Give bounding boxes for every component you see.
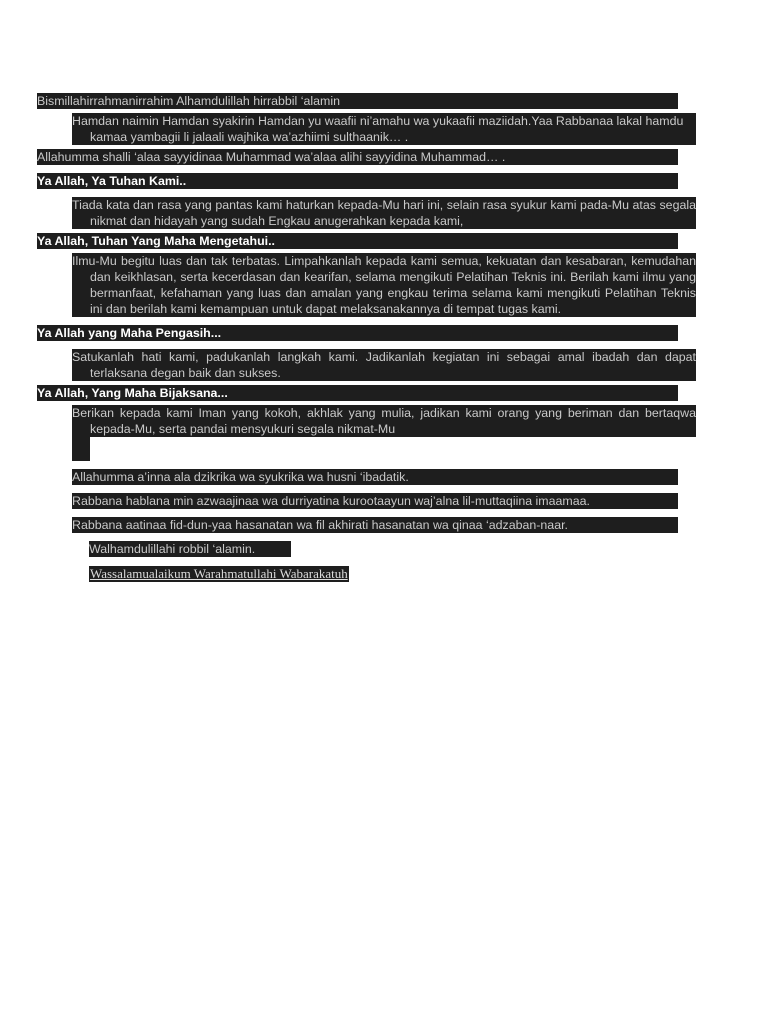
document-body [37, 93, 696, 581]
paragraph-ilmu: Ilmu-Mu begitu luas dan tak terbatas. Limpahkanlah kepada kami semua, kekuatan dan kesabaran, kemudahan dan keikhlasan, serta kecerdasan dan kearifan, selama mengikuti Pelatihan Teknis ini. Berilah kami ilmu yang bermanfaat, kefahaman yang luas dan amalan yang engkau terima selama kami mengikuti Pelatihan Teknis ini dan berilah kami kemampuan untuk dapat melaksanakannya di tempat tugas kami. [72, 254, 696, 316]
paragraph-iman: Berikan kepada kami Iman yang kokoh, akhlak yang mulia, jadikan kami orang yang beriman dan bertaqwa kepada-Mu, serta pandai mensyukuri segala nikmat-Mu [72, 406, 696, 436]
heading-maha-pengasih: Ya Allah yang Maha Pengasih... [37, 325, 678, 341]
opening-line: Bismillahirrahmanirrahim Alhamdulillah hirrabbil ‘alamin [37, 93, 678, 109]
doa-hablana: Rabbana hablana min azwaajinaa wa durriyatina kurootaayun waj’alna lil-muttaqiina imaamaa. [72, 493, 678, 509]
heading-maha-mengetahui: Ya Allah, Tuhan Yang Maha Mengetahui.. [37, 233, 678, 249]
hamdan-paragraph: Hamdan naimin Hamdan syakirin Hamdan yu waafii ni’amahu wa yukaafii maziidah.Yaa Rabbanaa lakal hamdu kamaa yambagii li jalaali wajhika wa’azhiimi sulthaanik… . [72, 113, 696, 145]
paragraph-satukanlah: Satukanlah hati kami, padukanlah langkah kami. Jadikanlah kegiatan ini sebagai amal ibadah dan dapat terlaksana degan baik dan sukses. [72, 350, 696, 380]
blank-spacer [72, 437, 90, 461]
closing-hamdalah: Walhamdulillahi robbil ‘alamin. [89, 541, 291, 557]
paragraph-syukur: Tiada kata dan rasa yang pantas kami haturkan kepada-Mu hari ini, selain rasa syukur kami pada-Mu atas segala nikmat dan hidayah yang sudah Engkau anugerahkan kepada kami, [72, 198, 696, 228]
heading-ya-allah-ya-tuhan-kami: Ya Allah, Ya Tuhan Kami.. [37, 173, 678, 189]
salam-penutup: Wassalamualaikum Warahmatullahi Wabarakatuh [90, 566, 348, 581]
heading-maha-bijaksana: Ya Allah, Yang Maha Bijaksana... [37, 385, 678, 401]
doa-sapu-jagat: Rabbana aatinaa fid-dun-yaa hasanatan wa fil akhirati hasanatan wa qinaa ‘adzaban-naar. [72, 517, 678, 533]
shalawat-line: Allahumma shalli ‘alaa sayyidinaa Muhammad wa’alaa alihi sayyidina Muhammad… . [37, 149, 678, 165]
doa-dzikrika: Allahumma a’inna ala dzikrika wa syukrika wa husni ‘ibadatik. [72, 469, 678, 485]
